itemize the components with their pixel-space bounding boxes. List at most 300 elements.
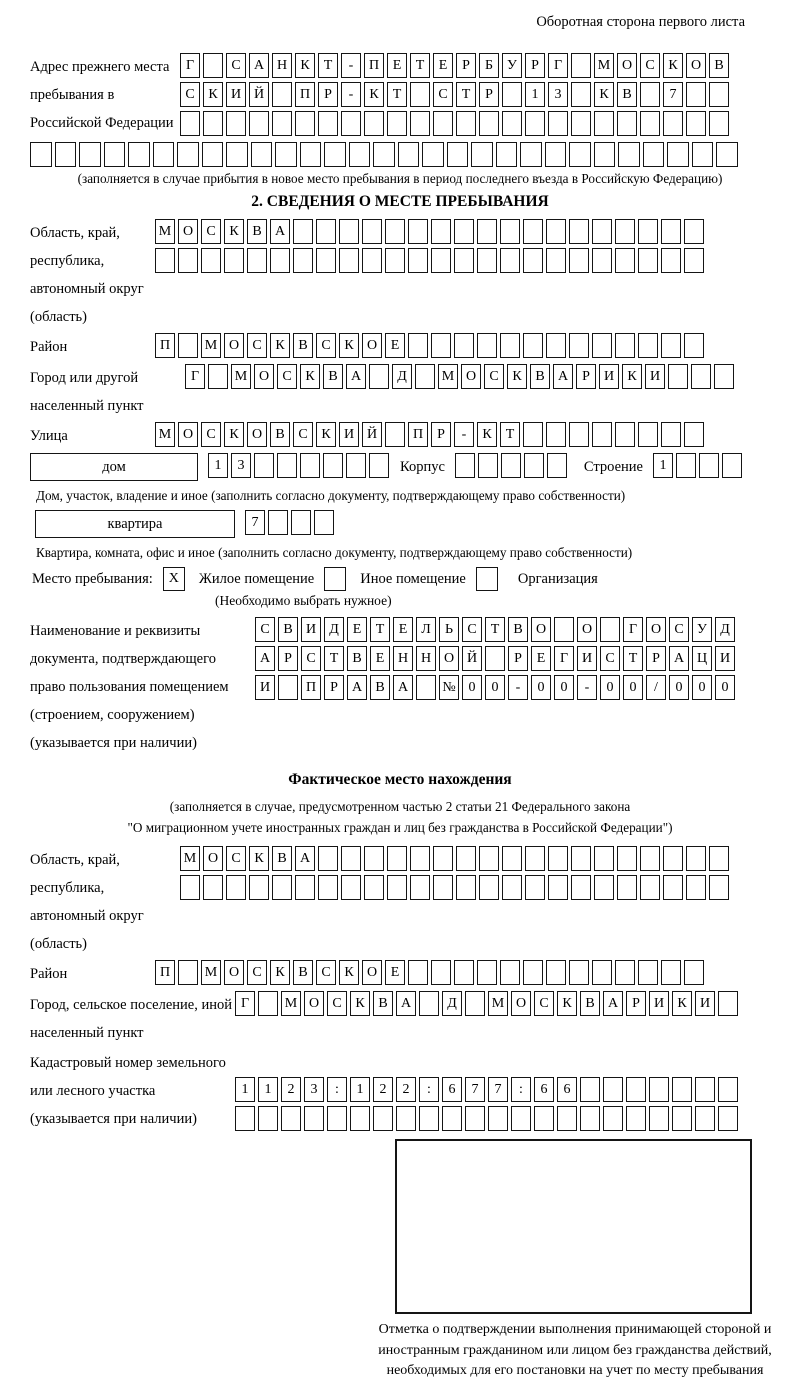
char-box[interactable]: [251, 142, 273, 167]
char-box[interactable]: [672, 1077, 692, 1102]
char-box[interactable]: [502, 875, 522, 900]
char-box[interactable]: К: [249, 846, 269, 871]
char-box[interactable]: 0: [531, 675, 551, 700]
char-box[interactable]: О: [304, 991, 324, 1016]
char-box[interactable]: [178, 333, 198, 358]
char-box[interactable]: [684, 960, 704, 985]
char-box[interactable]: 0: [600, 675, 620, 700]
char-box[interactable]: [594, 875, 614, 900]
char-box[interactable]: П: [155, 333, 175, 358]
char-box[interactable]: [324, 142, 346, 167]
char-box[interactable]: [387, 875, 407, 900]
char-box[interactable]: Д: [715, 617, 735, 642]
char-box[interactable]: [258, 991, 278, 1016]
char-box[interactable]: Е: [393, 617, 413, 642]
char-box[interactable]: А: [393, 675, 413, 700]
char-box[interactable]: 2: [281, 1077, 301, 1102]
char-box[interactable]: Д: [324, 617, 344, 642]
char-box[interactable]: С: [255, 617, 275, 642]
char-box[interactable]: [594, 142, 616, 167]
char-box[interactable]: В: [530, 364, 550, 389]
char-box[interactable]: Г: [185, 364, 205, 389]
char-box[interactable]: 6: [442, 1077, 462, 1102]
char-box[interactable]: [571, 53, 591, 78]
char-box[interactable]: [496, 142, 518, 167]
char-box[interactable]: С: [277, 364, 297, 389]
char-box[interactable]: [548, 846, 568, 871]
char-box[interactable]: [525, 875, 545, 900]
char-box[interactable]: М: [438, 364, 458, 389]
char-box[interactable]: Р: [456, 53, 476, 78]
char-box[interactable]: В: [278, 617, 298, 642]
char-box[interactable]: [663, 846, 683, 871]
char-box[interactable]: [275, 142, 297, 167]
char-box[interactable]: [226, 875, 246, 900]
char-box[interactable]: [684, 248, 704, 273]
char-box[interactable]: М: [201, 333, 221, 358]
char-box[interactable]: 0: [715, 675, 735, 700]
char-box[interactable]: К: [594, 82, 614, 107]
char-box[interactable]: [433, 111, 453, 136]
char-box[interactable]: [478, 453, 498, 478]
char-box[interactable]: [699, 453, 719, 478]
checkbox-organization[interactable]: [476, 567, 498, 591]
char-box[interactable]: М: [594, 53, 614, 78]
char-box[interactable]: И: [301, 617, 321, 642]
char-box[interactable]: [362, 248, 382, 273]
char-box[interactable]: [258, 1106, 278, 1131]
char-box[interactable]: [387, 111, 407, 136]
char-box[interactable]: К: [672, 991, 692, 1016]
char-box[interactable]: [571, 82, 591, 107]
char-box[interactable]: Т: [410, 53, 430, 78]
char-box[interactable]: Е: [385, 333, 405, 358]
char-box[interactable]: [455, 453, 475, 478]
char-box[interactable]: [525, 111, 545, 136]
char-box[interactable]: [500, 960, 520, 985]
char-box[interactable]: 1: [235, 1077, 255, 1102]
char-box[interactable]: [640, 875, 660, 900]
char-box[interactable]: С: [301, 646, 321, 671]
char-box[interactable]: [638, 333, 658, 358]
char-box[interactable]: [695, 1106, 715, 1131]
char-box[interactable]: С: [669, 617, 689, 642]
char-box[interactable]: [548, 875, 568, 900]
char-box[interactable]: [640, 111, 660, 136]
char-box[interactable]: [477, 219, 497, 244]
char-box[interactable]: [615, 219, 635, 244]
char-box[interactable]: М: [155, 219, 175, 244]
char-box[interactable]: [592, 422, 612, 447]
char-box[interactable]: [718, 1077, 738, 1102]
char-box[interactable]: [318, 875, 338, 900]
char-box[interactable]: [226, 142, 248, 167]
char-box[interactable]: [318, 846, 338, 871]
char-box[interactable]: В: [270, 422, 290, 447]
char-box[interactable]: Г: [180, 53, 200, 78]
char-box[interactable]: [592, 219, 612, 244]
char-box[interactable]: [638, 960, 658, 985]
char-box[interactable]: М: [488, 991, 508, 1016]
char-box[interactable]: [128, 142, 150, 167]
char-box[interactable]: [638, 219, 658, 244]
char-box[interactable]: Е: [347, 617, 367, 642]
char-box[interactable]: [431, 960, 451, 985]
char-box[interactable]: С: [226, 846, 246, 871]
char-box[interactable]: В: [323, 364, 343, 389]
char-box[interactable]: [454, 219, 474, 244]
apartment-wide-box[interactable]: квартира: [35, 510, 235, 538]
char-box[interactable]: К: [270, 333, 290, 358]
char-box[interactable]: [362, 219, 382, 244]
char-box[interactable]: [709, 846, 729, 871]
char-box[interactable]: [684, 219, 704, 244]
char-box[interactable]: [202, 142, 224, 167]
char-box[interactable]: 3: [304, 1077, 324, 1102]
char-box[interactable]: [291, 510, 311, 535]
char-box[interactable]: [502, 846, 522, 871]
char-box[interactable]: [281, 1106, 301, 1131]
char-box[interactable]: Й: [249, 82, 269, 107]
char-box[interactable]: И: [255, 675, 275, 700]
char-box[interactable]: 1: [653, 453, 673, 478]
checkbox-residential[interactable]: X: [163, 567, 185, 591]
char-box[interactable]: 3: [231, 453, 251, 478]
char-box[interactable]: [201, 248, 221, 273]
char-box[interactable]: [373, 142, 395, 167]
char-box[interactable]: В: [373, 991, 393, 1016]
char-box[interactable]: [104, 142, 126, 167]
char-box[interactable]: [485, 646, 505, 671]
char-box[interactable]: [277, 453, 297, 478]
char-box[interactable]: 2: [373, 1077, 393, 1102]
char-box[interactable]: М: [231, 364, 251, 389]
char-box[interactable]: [686, 846, 706, 871]
char-box[interactable]: Д: [442, 991, 462, 1016]
char-box[interactable]: [686, 875, 706, 900]
char-box[interactable]: [364, 846, 384, 871]
char-box[interactable]: [580, 1106, 600, 1131]
char-box[interactable]: [523, 219, 543, 244]
char-box[interactable]: [208, 364, 228, 389]
char-box[interactable]: [643, 142, 665, 167]
char-box[interactable]: Н: [272, 53, 292, 78]
char-box[interactable]: [714, 364, 734, 389]
char-box[interactable]: [661, 333, 681, 358]
char-box[interactable]: [422, 142, 444, 167]
char-box[interactable]: [465, 991, 485, 1016]
char-box[interactable]: К: [300, 364, 320, 389]
char-box[interactable]: [295, 875, 315, 900]
char-box[interactable]: О: [617, 53, 637, 78]
char-box[interactable]: [661, 422, 681, 447]
char-box[interactable]: [410, 82, 430, 107]
char-box[interactable]: [592, 960, 612, 985]
char-box[interactable]: И: [715, 646, 735, 671]
char-box[interactable]: И: [645, 364, 665, 389]
char-box[interactable]: [546, 219, 566, 244]
char-box[interactable]: [385, 219, 405, 244]
char-box[interactable]: [661, 248, 681, 273]
char-box[interactable]: [416, 675, 436, 700]
char-box[interactable]: О: [362, 333, 382, 358]
char-box[interactable]: [293, 248, 313, 273]
char-box[interactable]: А: [270, 219, 290, 244]
char-box[interactable]: [272, 875, 292, 900]
char-box[interactable]: [224, 248, 244, 273]
char-box[interactable]: [592, 248, 612, 273]
char-box[interactable]: [626, 1106, 646, 1131]
char-box[interactable]: К: [507, 364, 527, 389]
char-box[interactable]: [500, 219, 520, 244]
char-box[interactable]: [640, 82, 660, 107]
char-box[interactable]: А: [347, 675, 367, 700]
char-box[interactable]: [523, 960, 543, 985]
char-box[interactable]: С: [316, 333, 336, 358]
char-box[interactable]: [571, 875, 591, 900]
char-box[interactable]: [177, 142, 199, 167]
char-box[interactable]: [364, 875, 384, 900]
char-box[interactable]: [323, 453, 343, 478]
char-box[interactable]: [615, 960, 635, 985]
char-box[interactable]: А: [553, 364, 573, 389]
char-box[interactable]: К: [622, 364, 642, 389]
char-box[interactable]: [410, 111, 430, 136]
char-box[interactable]: [663, 111, 683, 136]
char-box[interactable]: В: [508, 617, 528, 642]
char-box[interactable]: [79, 142, 101, 167]
char-box[interactable]: Т: [456, 82, 476, 107]
char-box[interactable]: 1: [525, 82, 545, 107]
char-box[interactable]: С: [293, 422, 313, 447]
char-box[interactable]: С: [433, 82, 453, 107]
char-box[interactable]: К: [477, 422, 497, 447]
char-box[interactable]: [520, 142, 542, 167]
char-box[interactable]: В: [347, 646, 367, 671]
char-box[interactable]: [684, 422, 704, 447]
char-box[interactable]: С: [484, 364, 504, 389]
char-box[interactable]: [415, 364, 435, 389]
char-box[interactable]: [247, 248, 267, 273]
char-box[interactable]: П: [301, 675, 321, 700]
char-box[interactable]: С: [201, 422, 221, 447]
char-box[interactable]: Н: [393, 646, 413, 671]
char-box[interactable]: [546, 333, 566, 358]
char-box[interactable]: Е: [385, 960, 405, 985]
char-box[interactable]: [270, 248, 290, 273]
char-box[interactable]: [523, 422, 543, 447]
char-box[interactable]: [341, 846, 361, 871]
char-box[interactable]: Т: [370, 617, 390, 642]
char-box[interactable]: [548, 111, 568, 136]
char-box[interactable]: О: [531, 617, 551, 642]
char-box[interactable]: [569, 960, 589, 985]
char-box[interactable]: И: [339, 422, 359, 447]
char-box[interactable]: [410, 875, 430, 900]
char-box[interactable]: [396, 1106, 416, 1131]
char-box[interactable]: О: [362, 960, 382, 985]
char-box[interactable]: [339, 219, 359, 244]
char-box[interactable]: О: [254, 364, 274, 389]
char-box[interactable]: [316, 219, 336, 244]
char-box[interactable]: В: [247, 219, 267, 244]
char-box[interactable]: [546, 248, 566, 273]
char-box[interactable]: 7: [663, 82, 683, 107]
char-box[interactable]: Т: [485, 617, 505, 642]
char-box[interactable]: [408, 219, 428, 244]
char-box[interactable]: [249, 875, 269, 900]
char-box[interactable]: П: [408, 422, 428, 447]
char-box[interactable]: С: [462, 617, 482, 642]
char-box[interactable]: О: [247, 422, 267, 447]
char-box[interactable]: :: [419, 1077, 439, 1102]
char-box[interactable]: С: [247, 960, 267, 985]
char-box[interactable]: [268, 510, 288, 535]
char-box[interactable]: М: [155, 422, 175, 447]
house-wide-box[interactable]: дом: [30, 453, 198, 481]
char-box[interactable]: 6: [557, 1077, 577, 1102]
char-box[interactable]: [408, 333, 428, 358]
char-box[interactable]: К: [364, 82, 384, 107]
char-box[interactable]: [488, 1106, 508, 1131]
char-box[interactable]: [180, 111, 200, 136]
char-box[interactable]: [594, 846, 614, 871]
char-box[interactable]: Т: [500, 422, 520, 447]
char-box[interactable]: [442, 1106, 462, 1131]
char-box[interactable]: [318, 111, 338, 136]
char-box[interactable]: И: [226, 82, 246, 107]
char-box[interactable]: 0: [669, 675, 689, 700]
char-box[interactable]: И: [649, 991, 669, 1016]
char-box[interactable]: [571, 846, 591, 871]
char-box[interactable]: А: [669, 646, 689, 671]
char-box[interactable]: [272, 82, 292, 107]
char-box[interactable]: [155, 248, 175, 273]
char-box[interactable]: [569, 142, 591, 167]
char-box[interactable]: [408, 248, 428, 273]
char-box[interactable]: [569, 422, 589, 447]
char-box[interactable]: И: [599, 364, 619, 389]
char-box[interactable]: [454, 248, 474, 273]
char-box[interactable]: [569, 219, 589, 244]
char-box[interactable]: С: [316, 960, 336, 985]
char-box[interactable]: О: [511, 991, 531, 1016]
char-box[interactable]: [479, 111, 499, 136]
char-box[interactable]: К: [316, 422, 336, 447]
char-box[interactable]: [272, 111, 292, 136]
char-box[interactable]: [477, 960, 497, 985]
char-box[interactable]: [433, 846, 453, 871]
char-box[interactable]: В: [293, 960, 313, 985]
char-box[interactable]: П: [155, 960, 175, 985]
char-box[interactable]: [667, 142, 689, 167]
char-box[interactable]: [501, 453, 521, 478]
char-box[interactable]: [398, 142, 420, 167]
char-box[interactable]: [349, 142, 371, 167]
char-box[interactable]: [431, 248, 451, 273]
char-box[interactable]: [649, 1106, 669, 1131]
char-box[interactable]: [592, 333, 612, 358]
char-box[interactable]: №: [439, 675, 459, 700]
char-box[interactable]: 0: [554, 675, 574, 700]
char-box[interactable]: У: [502, 53, 522, 78]
char-box[interactable]: [341, 875, 361, 900]
char-box[interactable]: О: [224, 333, 244, 358]
char-box[interactable]: :: [511, 1077, 531, 1102]
char-box[interactable]: [153, 142, 175, 167]
char-box[interactable]: Й: [362, 422, 382, 447]
char-box[interactable]: [408, 960, 428, 985]
char-box[interactable]: Й: [462, 646, 482, 671]
char-box[interactable]: [203, 875, 223, 900]
char-box[interactable]: [580, 1077, 600, 1102]
char-box[interactable]: А: [255, 646, 275, 671]
char-box[interactable]: [603, 1106, 623, 1131]
char-box[interactable]: [203, 53, 223, 78]
char-box[interactable]: [709, 875, 729, 900]
char-box[interactable]: [692, 142, 714, 167]
char-box[interactable]: С: [226, 53, 246, 78]
char-box[interactable]: В: [272, 846, 292, 871]
char-box[interactable]: [594, 111, 614, 136]
char-box[interactable]: Р: [324, 675, 344, 700]
char-box[interactable]: [304, 1106, 324, 1131]
char-box[interactable]: [180, 875, 200, 900]
char-box[interactable]: [525, 846, 545, 871]
char-box[interactable]: [557, 1106, 577, 1131]
char-box[interactable]: [346, 453, 366, 478]
char-box[interactable]: [327, 1106, 347, 1131]
char-box[interactable]: С: [327, 991, 347, 1016]
char-box[interactable]: А: [346, 364, 366, 389]
char-box[interactable]: К: [203, 82, 223, 107]
char-box[interactable]: Д: [392, 364, 412, 389]
char-box[interactable]: :: [327, 1077, 347, 1102]
char-box[interactable]: [419, 991, 439, 1016]
char-box[interactable]: Р: [576, 364, 596, 389]
char-box[interactable]: О: [178, 219, 198, 244]
char-box[interactable]: Т: [324, 646, 344, 671]
char-box[interactable]: А: [249, 53, 269, 78]
char-box[interactable]: О: [461, 364, 481, 389]
char-box[interactable]: [691, 364, 711, 389]
char-box[interactable]: М: [201, 960, 221, 985]
char-box[interactable]: С: [600, 646, 620, 671]
char-box[interactable]: [479, 846, 499, 871]
char-box[interactable]: [226, 111, 246, 136]
char-box[interactable]: Г: [548, 53, 568, 78]
char-box[interactable]: Т: [318, 53, 338, 78]
char-box[interactable]: 7: [465, 1077, 485, 1102]
char-box[interactable]: [547, 453, 567, 478]
char-box[interactable]: [523, 333, 543, 358]
char-box[interactable]: [695, 1077, 715, 1102]
char-box[interactable]: [663, 875, 683, 900]
char-box[interactable]: [686, 111, 706, 136]
char-box[interactable]: [672, 1106, 692, 1131]
char-box[interactable]: [479, 875, 499, 900]
char-box[interactable]: [431, 333, 451, 358]
char-box[interactable]: [661, 219, 681, 244]
char-box[interactable]: К: [224, 422, 244, 447]
char-box[interactable]: [676, 453, 696, 478]
char-box[interactable]: 0: [623, 675, 643, 700]
char-box[interactable]: [686, 82, 706, 107]
char-box[interactable]: [471, 142, 493, 167]
char-box[interactable]: [615, 248, 635, 273]
char-box[interactable]: [300, 453, 320, 478]
char-box[interactable]: [454, 960, 474, 985]
